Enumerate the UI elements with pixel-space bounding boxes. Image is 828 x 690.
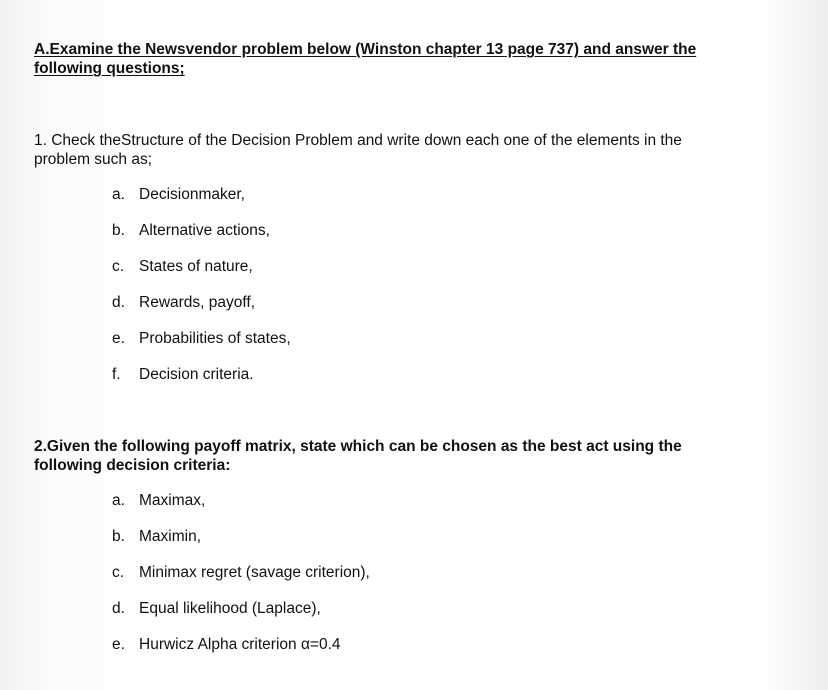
list-item-text: Maximax, [139, 492, 206, 509]
list-marker: b. [112, 222, 125, 239]
list-item-text: Hurwicz Alpha criterion α=0.4 [139, 636, 341, 653]
list-item [112, 365, 712, 401]
question-1-list [112, 185, 712, 401]
list-item [112, 221, 712, 257]
question-2-text: 2.Given the following payoff matrix, state which can be chosen as the best act using the following decision criteria: [34, 438, 682, 474]
list-item-text: Decision criteria. [139, 366, 254, 383]
list-item-text: Equal likelihood (Laplace), [139, 600, 321, 617]
list-item-text: Alternative actions, [139, 222, 270, 239]
section-a-heading: A.Examine the Newsvendor problem below (Winston chapter 13 page 737) and answer the following questions; [34, 41, 697, 77]
list-marker: e. [112, 636, 125, 653]
list-marker: f. [112, 366, 121, 383]
list-item-text: Minimax regret (savage criterion), [139, 564, 370, 581]
list-item-text: Decisionmaker, [139, 186, 245, 203]
list-marker: d. [112, 600, 125, 617]
list-item [112, 185, 712, 221]
list-marker: c. [112, 258, 125, 275]
list-marker: c. [112, 564, 125, 581]
list-marker: a. [112, 492, 125, 509]
question-1-text: 1. Check theStructure of the Decision Problem and write down each one of the elements in the problem such as; [34, 132, 682, 168]
list-item-text: States of nature, [139, 258, 253, 275]
list-item [112, 293, 712, 329]
list-item [112, 563, 712, 599]
list-item [112, 257, 712, 293]
list-item-text: Probabilities of states, [139, 330, 291, 347]
list-marker: b. [112, 528, 125, 545]
list-item [112, 599, 712, 635]
list-item [112, 527, 712, 563]
list-item [112, 491, 712, 527]
list-item-text: Maximin, [139, 528, 202, 545]
list-item [112, 635, 712, 671]
list-marker: a. [112, 186, 125, 203]
list-item [112, 329, 712, 365]
list-marker: e. [112, 330, 125, 347]
list-item-text: Rewards, payoff, [139, 294, 256, 311]
question-2-list [112, 491, 712, 671]
list-marker: d. [112, 294, 125, 311]
